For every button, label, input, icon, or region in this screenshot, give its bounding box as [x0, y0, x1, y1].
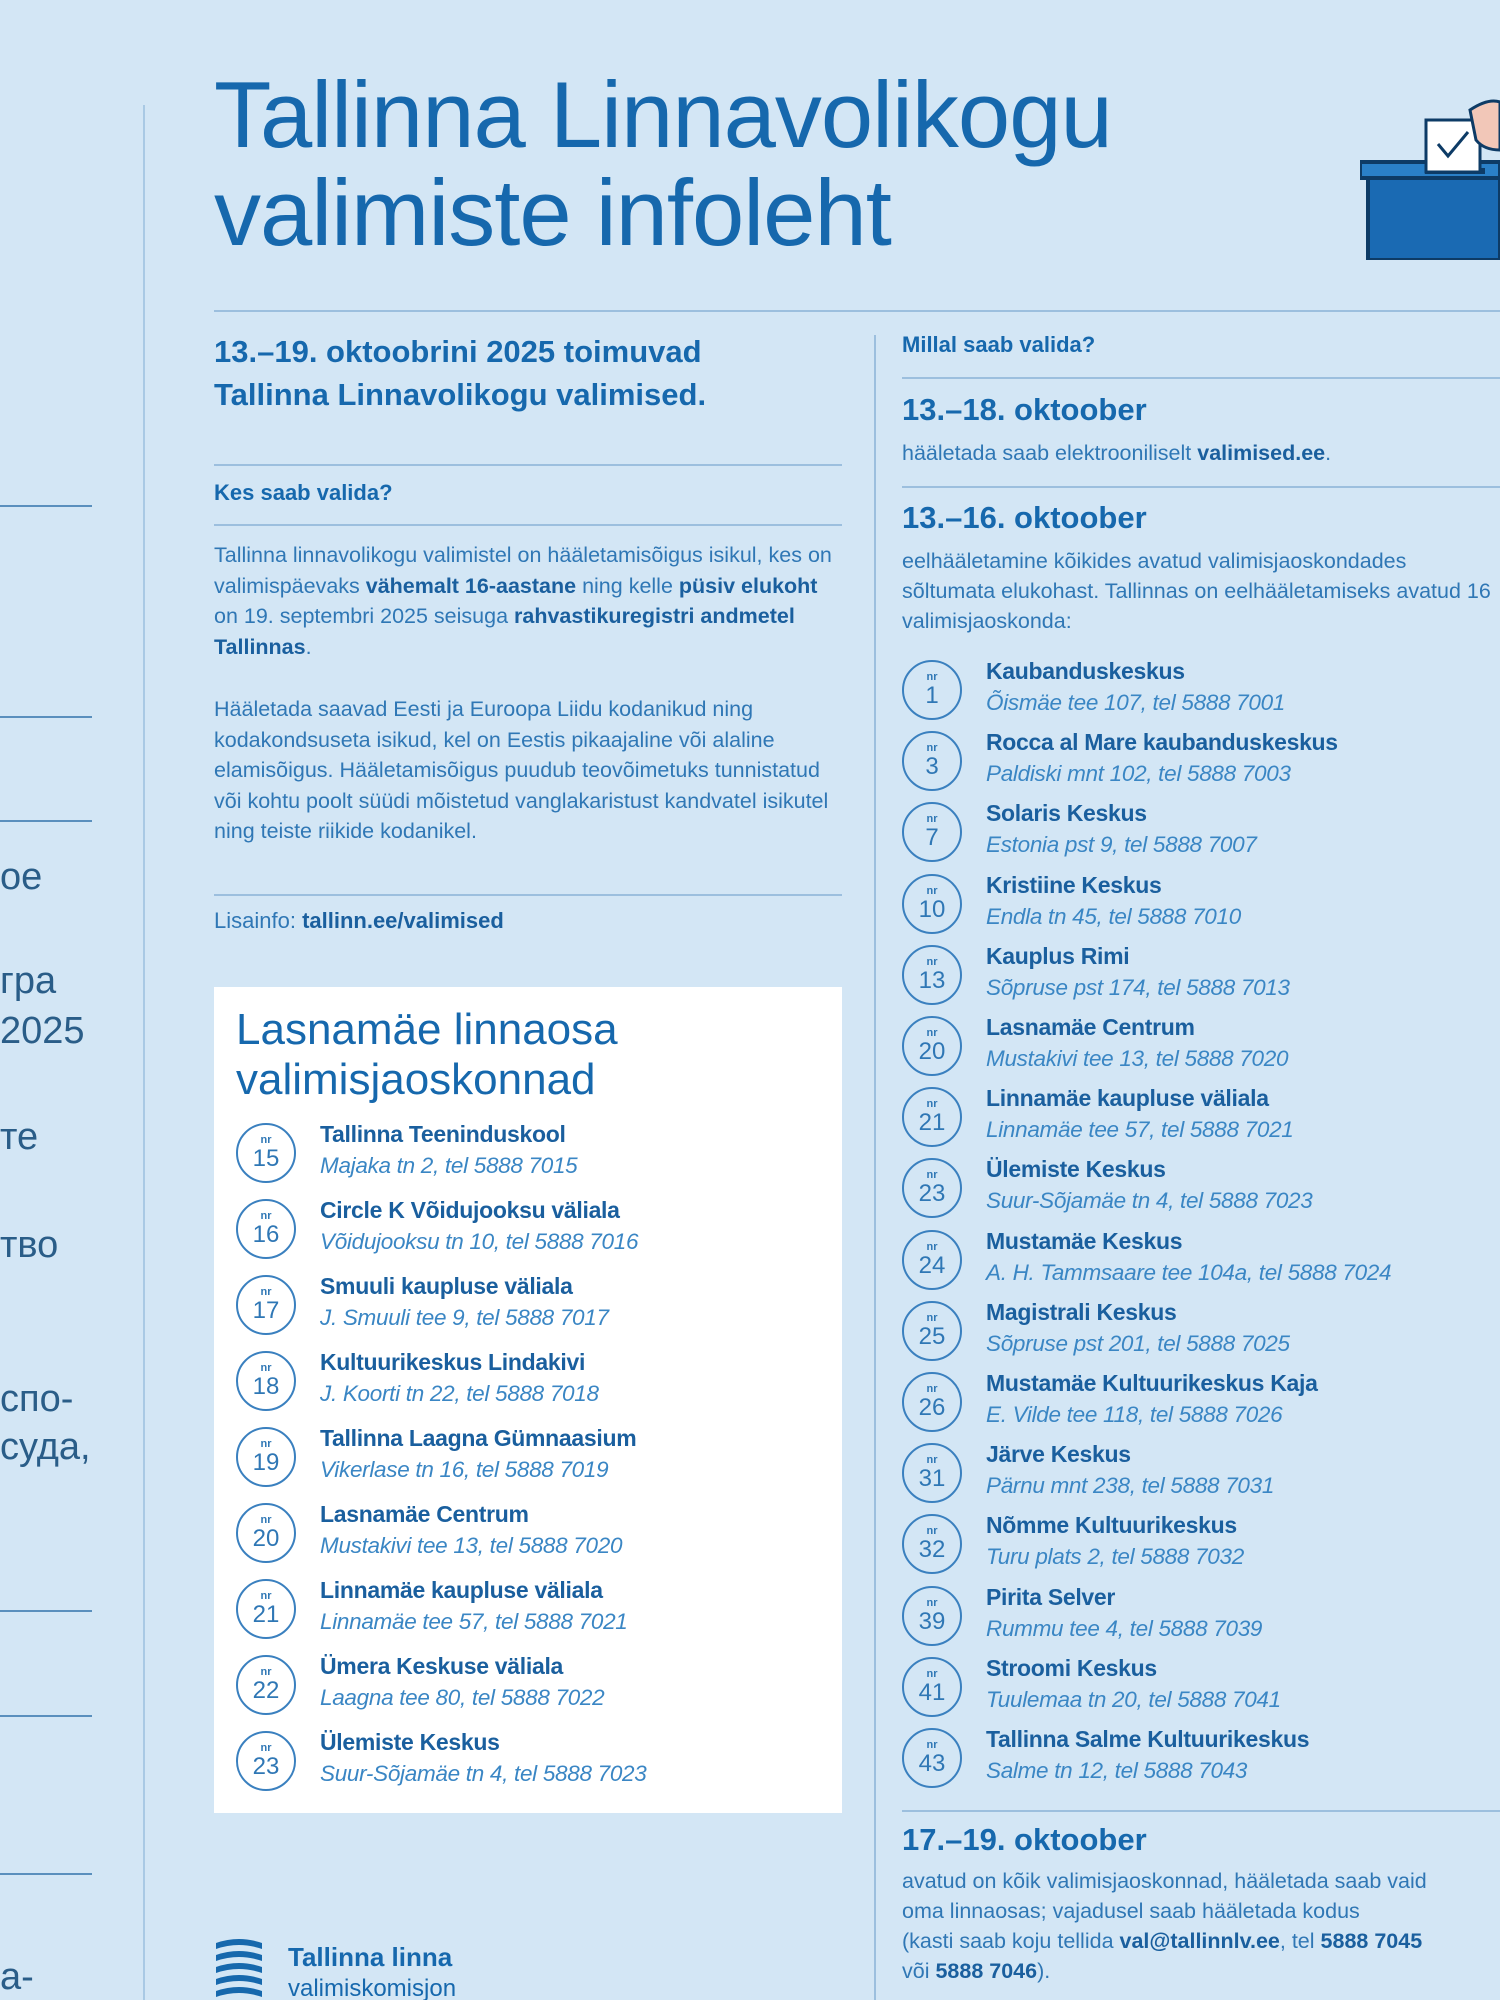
title-line-1: Tallinna Linnavolikogu — [214, 62, 1112, 167]
divider — [0, 505, 92, 507]
text-fragment: спо- — [0, 1378, 74, 1420]
order-email-link[interactable]: val@tallinnlv.ee — [1119, 1929, 1280, 1953]
more-info-link[interactable]: tallinn.ee/valimised — [302, 908, 504, 933]
more-info — [214, 908, 504, 934]
station-number: 19 — [252, 1449, 280, 1476]
nr-label: nr — [260, 1666, 272, 1678]
e-vote-text — [902, 438, 1500, 468]
station-name: Ülemiste Keskus — [986, 1156, 1166, 1183]
station-number: 22 — [252, 1677, 280, 1704]
station-number: 20 — [252, 1525, 280, 1552]
nr-label: nr — [926, 1525, 938, 1538]
citizenship-paragraph: Hääletada saavad Eesti ja Euroopa Liidu kodanikud ning kodakondsuseta isikud, kel on Eestis pikaajaline või alaline elamisõigus. Hääletamisõigus puudub teovõimetuks tunnistatud või kohtu poolt süüdi mõistetud vanglakaristust kandvatel isikutel ning teiste riikide kodanikel. — [214, 697, 829, 843]
station-name: Circle K Võidujooksu väliala — [320, 1197, 620, 1223]
divider — [214, 524, 842, 526]
station-address: J. Koorti tn 22, tel 5888 7018 — [320, 1381, 599, 1406]
station-address: Endla tn 45, tel 5888 7010 — [986, 903, 1241, 929]
station-name: Smuuli kaupluse väliala — [320, 1273, 573, 1299]
divider — [214, 894, 842, 896]
station-number: 32 — [918, 1536, 946, 1564]
phone-1: 5888 7045 — [1320, 1929, 1423, 1953]
text-fragment: гра — [0, 960, 57, 1002]
text-fragment: ое — [0, 856, 43, 898]
nr-label: nr — [926, 884, 938, 897]
eligibility-text: on 19. septembri 2025 seisuga — [214, 604, 515, 628]
nr-label: nr — [260, 1438, 272, 1450]
station-number-badge — [902, 660, 962, 720]
station-number: 13 — [918, 966, 946, 994]
ballot-box-icon — [1360, 80, 1500, 260]
divider — [902, 377, 1500, 379]
station-name: Linnamäe kaupluse väliala — [320, 1577, 603, 1603]
station-number: 17 — [252, 1297, 280, 1324]
nr-label: nr — [926, 1027, 938, 1039]
divider — [214, 310, 1500, 312]
nr-label: nr — [926, 742, 938, 755]
station-name: Pirita Selver — [986, 1583, 1116, 1610]
station-address: Majaka tn 2, tel 5888 7015 — [320, 1153, 578, 1178]
station-address: Linnamäe tee 57, tel 5888 7021 — [986, 1117, 1294, 1143]
station-address: Vikerlase tn 16, tel 5888 7019 — [320, 1457, 609, 1482]
lasnamae-stations-box — [214, 987, 842, 1813]
station-number-badge — [236, 1731, 296, 1791]
eligibility-text: Tallinna linnavolikogu valimistel on hääletamisõigus isikul, kes on valimispäevaks — [214, 543, 832, 598]
divider — [0, 1715, 92, 1717]
final-text-5: või — [902, 1959, 936, 1983]
e-vote-link[interactable]: valimised.ee — [1197, 441, 1326, 465]
nr-label: nr — [926, 1240, 938, 1253]
final-vote-date: 17.–19. oktoober — [902, 1822, 1147, 1857]
station-number: 31 — [918, 1465, 946, 1493]
station-number-badge — [902, 1016, 962, 1076]
nr-label: nr — [926, 1739, 938, 1751]
station-address: Tuulemaa tn 20, tel 5888 7041 — [986, 1686, 1281, 1712]
logo-text-line-1: Tallinna linna — [288, 1942, 453, 1972]
eligibility-text: . — [305, 634, 312, 659]
station-name: Linnamäe kaupluse väliala — [986, 1085, 1269, 1112]
station-name: Nõmme Kultuurikeskus — [986, 1512, 1237, 1539]
station-address: Sõpruse pst 201, tel 5888 7025 — [986, 1330, 1290, 1356]
eligibility-text: ning kelle — [576, 573, 679, 598]
divider — [902, 1810, 1500, 1812]
nr-label: nr — [926, 1098, 938, 1111]
station-number: 21 — [918, 1109, 946, 1137]
station-number: 24 — [918, 1251, 946, 1279]
station-name: Tallinna Laagna Gümnaasium — [320, 1425, 637, 1451]
eligibility-paragraph — [214, 540, 844, 662]
station-number-badge — [902, 1514, 962, 1574]
station-address: A. H. Tammsaare tee 104a, tel 5888 7024 — [986, 1259, 1392, 1285]
text-fragment: те — [0, 1116, 39, 1158]
station-name: Tallinna Teeninduskool — [320, 1121, 566, 1147]
station-number-badge — [902, 1443, 962, 1503]
station-name: Kultuurikeskus Lindakivi — [320, 1349, 586, 1375]
phone-2: 5888 7046 — [935, 1959, 1038, 1983]
lead-text — [214, 330, 844, 416]
text-fragment: суда, — [0, 1426, 91, 1468]
station-number-badge — [902, 945, 962, 1005]
nr-label: nr — [926, 1311, 938, 1324]
final-text-4: , tel — [1279, 1929, 1321, 1953]
nr-label: nr — [260, 1286, 272, 1298]
station-address: Õismäe tee 107, tel 5888 7001 — [986, 690, 1286, 715]
divider — [0, 820, 92, 822]
station-address: Paldiski mnt 102, tel 5888 7003 — [986, 761, 1291, 787]
final-vote-text — [902, 1866, 1500, 1986]
nr-label: nr — [260, 1362, 272, 1374]
nr-label: nr — [926, 1383, 938, 1395]
station-number-badge — [902, 1372, 962, 1432]
station-number-badge — [236, 1275, 296, 1335]
who-heading: Kes saab valida? — [214, 480, 393, 505]
eligibility-residence: püsiv elukoht — [678, 573, 818, 598]
station-address: Võidujooksu tn 10, tel 5888 7016 — [320, 1229, 639, 1254]
station-address: Suur-Sõjamäe tn 4, tel 5888 7023 — [986, 1188, 1313, 1214]
station-name: Ümera Keskuse väliala — [320, 1653, 564, 1679]
page-divider — [143, 105, 145, 2000]
station-name: Järve Keskus — [986, 1441, 1131, 1468]
final-text-2: oma linnaosas; vajadusel saab hääletada kodus — [902, 1899, 1360, 1923]
final-text-1: avatud on kõik valimisjaoskonnad, hääletada saab vaid — [902, 1869, 1427, 1893]
station-number-badge — [902, 1158, 962, 1218]
nr-label: nr — [260, 1210, 272, 1222]
nr-label: nr — [926, 955, 938, 968]
station-name: Kauplus Rimi — [986, 942, 1130, 969]
station-number-badge — [902, 1087, 962, 1147]
nr-label: nr — [926, 671, 938, 683]
station-address: J. Smuuli tee 9, tel 5888 7017 — [320, 1305, 609, 1330]
more-info-label: Lisainfo: — [214, 908, 303, 933]
station-number-badge — [902, 802, 962, 862]
station-number: 7 — [925, 824, 939, 852]
nr-label: nr — [260, 1742, 272, 1754]
nr-label: nr — [260, 1514, 272, 1526]
station-name: Mustamäe Keskus — [986, 1227, 1183, 1254]
station-name: Lasnamäe Centrum — [320, 1501, 529, 1527]
nr-label: nr — [260, 1590, 272, 1602]
station-name: Lasnamäe Centrum — [986, 1014, 1195, 1040]
station-number: 43 — [918, 1750, 946, 1777]
station-address: E. Vilde tee 118, tel 5888 7026 — [986, 1402, 1283, 1427]
text-fragment: 2025 — [0, 1010, 85, 1052]
station-number: 18 — [252, 1373, 280, 1400]
divider — [902, 486, 1500, 488]
station-number: 26 — [918, 1394, 946, 1421]
station-address: Turu plats 2, tel 5888 7032 — [986, 1544, 1244, 1570]
nr-label: nr — [926, 1169, 938, 1182]
station-address: Pärnu mnt 238, tel 5888 7031 — [986, 1473, 1275, 1499]
station-address: Rummu tee 4, tel 5888 7039 — [986, 1615, 1263, 1641]
divider — [0, 716, 92, 718]
eligibility-registry: rahvastikuregistri andmetel Tallinnas — [214, 604, 795, 659]
station-number: 41 — [918, 1678, 946, 1706]
station-number-badge — [236, 1199, 296, 1259]
lead-line-1: 13.–19. oktoobrini 2025 toimuvad — [214, 334, 702, 369]
station-address: Laagna tee 80, tel 5888 7022 — [320, 1685, 605, 1710]
station-address: Mustakivi tee 13, tel 5888 7020 — [986, 1046, 1289, 1071]
station-number: 15 — [252, 1145, 280, 1172]
station-address: Mustakivi tee 13, tel 5888 7020 — [320, 1533, 623, 1558]
station-address: Sõpruse pst 174, tel 5888 7013 — [986, 974, 1290, 1000]
station-number-badge — [236, 1655, 296, 1715]
station-name: Rocca al Mare kaubanduskeskus — [986, 729, 1338, 756]
station-number: 1 — [925, 682, 939, 709]
station-number: 23 — [252, 1753, 280, 1780]
station-name: Tallinna Salme Kultuurikeskus — [986, 1726, 1310, 1752]
e-vote-desc: hääletada saab elektrooniliselt — [902, 441, 1198, 465]
station-name: Kristiine Keskus — [986, 871, 1162, 898]
early-vote-date: 13.–16. oktoober — [902, 500, 1147, 535]
nr-label: nr — [926, 813, 938, 826]
station-name: Stroomi Keskus — [986, 1654, 1157, 1681]
station-number: 3 — [925, 753, 939, 781]
when-heading: Millal saab valida? — [902, 332, 1096, 357]
divider — [0, 1610, 92, 1612]
lasnamae-title-line-1: Lasnamäe linnaosa — [236, 1005, 618, 1054]
title-line-2: valimiste infoleht — [214, 160, 891, 265]
text-fragment: тво — [0, 1224, 59, 1266]
station-number-badge — [902, 874, 962, 934]
nr-label: nr — [926, 1454, 938, 1467]
divider — [0, 1873, 92, 1875]
station-address: Linnamäe tee 57, tel 5888 7021 — [320, 1609, 628, 1634]
text-fragment: а- — [0, 1956, 34, 1998]
station-number-badge — [902, 1728, 962, 1788]
lasnamae-title-line-2: valimisjaoskonnad — [236, 1055, 596, 1104]
station-address: Suur-Sõjamäe tn 4, tel 5888 7023 — [320, 1761, 647, 1786]
station-number: 21 — [252, 1601, 280, 1628]
station-number-badge — [236, 1123, 296, 1183]
nr-label: nr — [260, 1134, 272, 1146]
station-number-badge — [236, 1351, 296, 1411]
final-text-3: (kasti saab koju tellida — [902, 1929, 1120, 1953]
station-number-badge — [902, 1657, 962, 1717]
station-number-badge — [236, 1503, 296, 1563]
station-address: Estonia pst 9, tel 5888 7007 — [986, 832, 1257, 858]
nr-label: nr — [926, 1667, 938, 1680]
station-number: 23 — [918, 1180, 946, 1208]
station-number-badge — [902, 731, 962, 791]
station-name: Ülemiste Keskus — [320, 1729, 500, 1755]
lead-line-2: Tallinna Linnavolikogu valimised. — [214, 377, 707, 412]
nr-label: nr — [926, 1596, 938, 1609]
tallinn-logo-icon — [214, 1935, 264, 2000]
column-divider — [874, 335, 876, 2000]
station-number: 10 — [918, 895, 946, 923]
station-number: 39 — [918, 1607, 946, 1635]
station-name: Mustamäe Kultuurikeskus Kaja — [986, 1370, 1318, 1396]
station-number-badge — [902, 1586, 962, 1646]
logo-text-line-2: valimiskomisjon — [288, 1975, 457, 2000]
lasnamae-title — [236, 1005, 618, 1105]
station-name: Magistrali Keskus — [986, 1298, 1177, 1325]
station-number: 25 — [918, 1322, 946, 1350]
station-name: Solaris Keskus — [986, 800, 1147, 827]
e-vote-date: 13.–18. oktoober — [902, 392, 1147, 427]
station-number-badge — [236, 1579, 296, 1639]
station-number-badge — [902, 1230, 962, 1290]
station-number: 16 — [252, 1221, 280, 1248]
divider — [214, 464, 842, 466]
page-title — [214, 62, 1112, 265]
station-number-badge — [902, 1301, 962, 1361]
early-vote-text: eelhääletamine kõikides avatud valimisjaoskondades sõltumata elukohast. Tallinnas on eelhääletamiseks avatud 16 valimisjaoskonda: — [902, 549, 1491, 633]
e-vote-end: . — [1325, 441, 1332, 465]
station-address: Salme tn 12, tel 5888 7043 — [986, 1758, 1248, 1783]
station-name: Kaubanduskeskus — [986, 658, 1185, 684]
eligibility-age: vähemalt 16-aastane — [365, 573, 577, 598]
station-number: 20 — [918, 1038, 946, 1065]
final-text-6: ). — [1037, 1959, 1051, 1983]
station-number-badge — [236, 1427, 296, 1487]
